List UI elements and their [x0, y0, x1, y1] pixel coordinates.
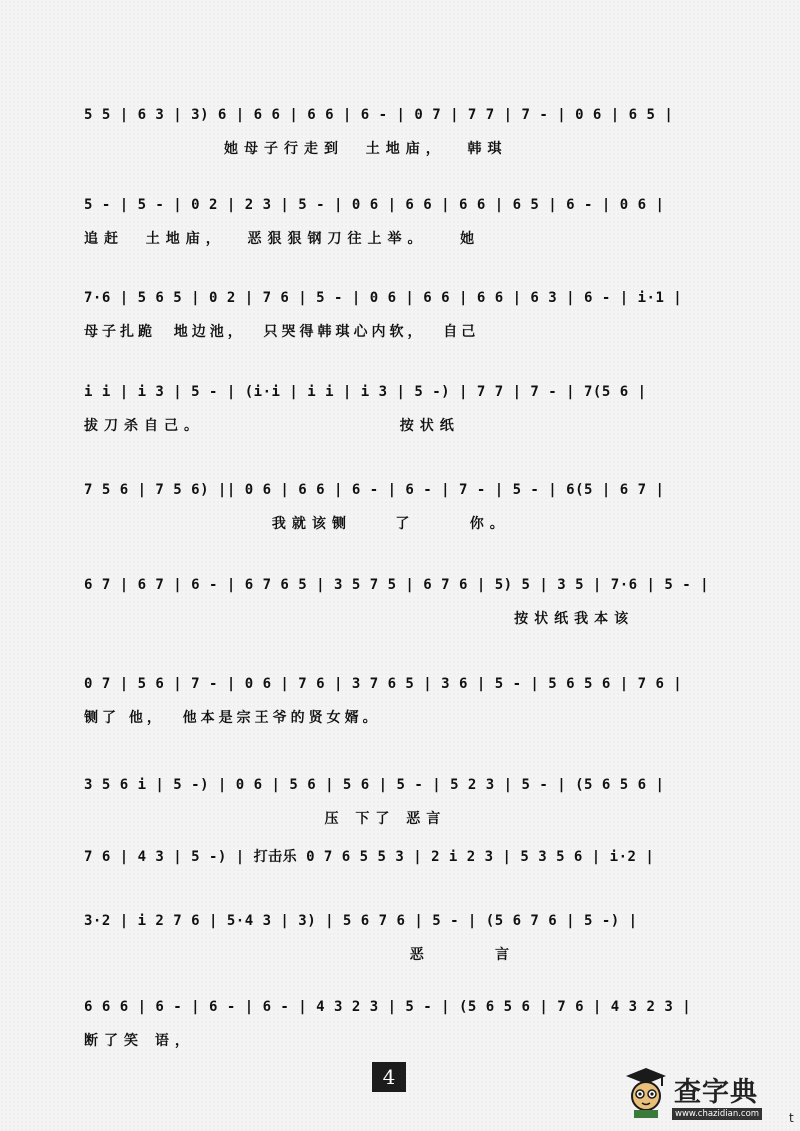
lyric: 断了笑 语， [84, 1033, 195, 1049]
notation: 6 7 | 6 7 | 6 - | 6 7 6 5 | 3 5 7 5 | 6 7 6 | 5) 5 | 3 5 | 7·6 | 5 - | [84, 577, 710, 593]
lyric: 我就该铡 了 你。 [174, 516, 510, 532]
lyric: 拔刀杀自己。 按状纸 [84, 418, 460, 434]
lyric: 压 下了 恶言 [194, 811, 447, 827]
logo-url: www.chazidian.com [672, 1108, 762, 1120]
site-logo [622, 1064, 790, 1124]
lyric: 按状纸我本该 [264, 611, 635, 627]
logo-title: 查字典 [674, 1077, 758, 1108]
lyric: 母子扎跪 地边池， 只哭得韩琪心内软， 自己 [84, 324, 480, 340]
lyric: 铡了 他， 他本是宗王爷的贤女婿。 [84, 710, 381, 726]
lyric [84, 880, 734, 902]
notation: 7 6 | 4 3 | 5 -) | 打击乐 0 7 6 5 5 3 | 2 i 2 3 | 5 3 5 6 | i·2 | [84, 849, 655, 865]
notation: i i | i 3 | 5 - | (i·i | i i | i 3 | 5 -) | 7 7 | 7 - | 7(5 6 | [84, 384, 647, 400]
lyric: 她母子行走到 土地庙， 韩琪 [224, 141, 508, 157]
notation: 3·2 | i 2 7 6 | 5·4 3 | 3) | 5 6 7 6 | 5 - | (5 6 7 6 | 5 -) | [84, 913, 638, 929]
notation: 7·6 | 5 6 5 | 0 2 | 7 6 | 5 - | 0 6 | 6 6 | 6 6 | 6 3 | 6 - | i·1 | [84, 290, 683, 306]
edge-character: t [789, 1111, 794, 1125]
scholar-owl-icon [622, 1064, 670, 1120]
notation: 0 7 | 5 6 | 7 - | 0 6 | 7 6 | 3 7 6 5 | 3 6 | 5 - | 5 6 5 6 | 7 6 | [84, 676, 683, 692]
lyric: 恶 言 [214, 947, 515, 963]
notation: 3 5 6 i | 5 -) | 0 6 | 5 6 | 5 6 | 5 - | 5 2 3 | 5 - | (5 6 5 6 | [84, 777, 665, 793]
page-number: 4 [372, 1062, 406, 1092]
notation: 5 5 | 6 3 | 3) 6 | 6 6 | 6 6 | 6 - | 0 7 | 7 7 | 7 - | 0 6 | 6 5 | [84, 107, 674, 123]
lyric: 追赶 土地庙， 恶狠狠钢刀往上举。 她 [84, 231, 481, 247]
notation: 6 6 6 | 6 - | 6 - | 6 - | 4 3 2 3 | 5 - | (5 6 5 6 | 7 6 | 4 3 2 3 | [84, 999, 692, 1015]
notation: 5 - | 5 - | 0 2 | 2 3 | 5 - | 0 6 | 6 6 | 6 6 | 6 5 | 6 - | 0 6 | [84, 197, 665, 213]
notation: 7 5 6 | 7 5 6) || 0 6 | 6 6 | 6 - | 6 - | 7 - | 5 - | 6(5 | 6 7 | [84, 482, 665, 498]
